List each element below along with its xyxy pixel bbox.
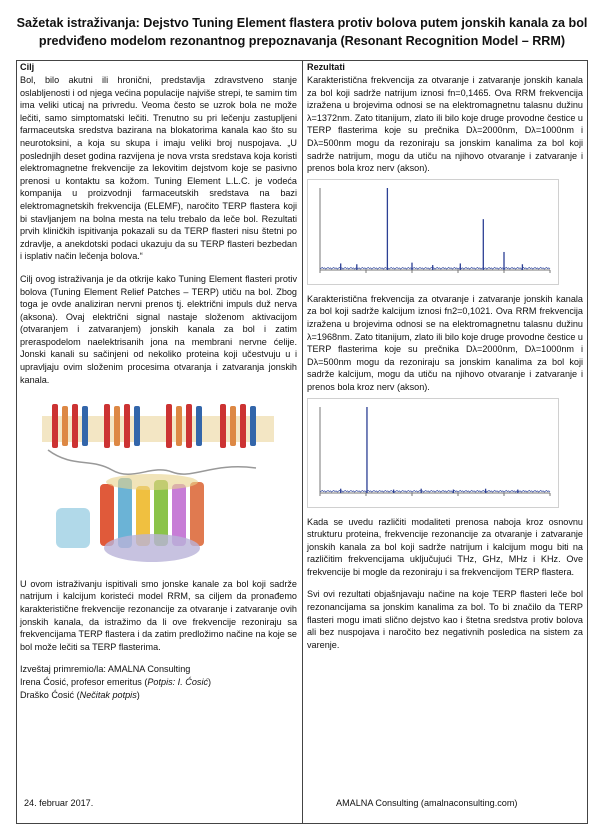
spectrum-baseline <box>320 490 550 492</box>
aim-heading: Cilj <box>20 62 35 72</box>
results-paragraph-3: Kada se uvedu različiti modaliteti prenosa naboja kroz osnovnu strukturu proteina, frekvencije rezonancije za otvaranje i zatvaranje jonskih kanala za bol koji sadrže natrijum i kalcijum mogu biti na različitim frekvencijama uključujući THz, GHz, MHz i KHz. Ove frekvencije bi mogle da rezoniraju i sa frekvencijom TERP flastera. <box>307 516 583 577</box>
author-line-2: Draško Ćosić (Nečitak potpis) <box>20 689 140 700</box>
aim-paragraph-3: U ovom istraživanju ispitivali smo jonske kanale za bol koji sadrže natrijum i kalcijum koristeći model RRM, sa ciljem da pronađemo karakteristične frekvencije rezonancije za otvaranje i zatvaranje ovih jonskih kanala, da istražimo da li ove frekvencije rezoniraju sa frekvencijama TERP flastera i da zatim predložimo načine na koje se bol može lečiti sa TERP flasterima. <box>20 578 297 652</box>
left-column <box>20 61 297 701</box>
aim-paragraph-1: Bol, bilo akutni ili hronični, predstavlja zdravstveno stanje oslabljenosti i od njega većina populacije najviše strepi, te samim tim ima veliki uticaj na privredu. Veoma često se uzrok bola ne može lečiti, samo simptomatski lečiti. Trenutno su pri lečenju zastupljeni farmaceutska sredstva bazirana na blokatorima kanala kao što su neurotoksini, a koja su skupa i imaju veliki broj nuspojava. „U poslednjih deset godina razvijena je nova vrsta sredstava koja koristi elektromagnetne frekvencije za lekovitim dejstvom koje se pasivno prenosi u kontaktu sa kožom. Tuning Element L.L.C. je vodeća kompanija u proizvodnji farmaceutskih sredstava na bazi elektromagnetskih frekvencija (ELEMF), naročito TERP flastera koji bi stavljanjem na bolna mesta na telu trebalo da leče bol. Rezultati prvih kliničkih ispitivanja pokazali su da TERP flasteri nisu štetni po zdravlje, a anekdotski podaci ukazuju da su TERP flasteri bezbedan i isplativ način lečenja bolova.“ <box>20 75 297 262</box>
page-title: Sažetak istraživanja: Dejstvo Tuning Element flastera protiv bolova putem jonskih kanala za bol predviđeno modelom rezonantnog prepoznavanja (Resonant Recognition Model – RRM) <box>16 16 588 48</box>
calcium-spectrum-chart <box>307 398 559 508</box>
results-paragraph-2: Karakteristična frekvencija za otvaranje i zatvaranje jonskih kanala za bol koji sadrže kalcijum iznosi fn2=0,1021. Ova RRM frekvencija izražena u brojevima odnosi se na elektromagnetnu talasnu dužinu λ=1968nm. Zato titanijum, zlato ili bilo koje druge provodne čestice u TERP flasterima koje su prečnika Dλ=2000nm, Dλ=1000nm i Dλ=500nm mogu da rezoniraju sa jonskim kanalima za bol koji sadrže kalcijum, mogu da utiču na njihovo otvaranje i zatvaranje i prenos bola kroz nerv (akson). <box>307 293 583 392</box>
results-heading: Rezultati <box>307 62 345 72</box>
results-paragraph-1: Karakteristična frekvencija za otvaranje i zatvaranje jonskih kanala za bol koji sadrže natrijum iznosi fn=0,1465. Ova RRM frekvencija izražena u brojevima odnosi se na elektromagnetnu talasnu dužinu λ=1372nm. Zato titanijum, zlato ili bilo koje druge provodne čestice u TERP flasterima koje su prečnika Dλ=2000nm, Dλ=1000nm i Dλ=500nm mogu da rezoniraju sa jonskim kanalima za bol koji sadrže natrijum, mogu da utiču na njihovo otvaranje i zatvaranje i prenos bola kroz nerv (akson). <box>307 75 583 174</box>
report-credits <box>20 663 297 701</box>
aim-paragraph-2: Cilj ovog istraživanja je da otkrije kako Tuning Element flasteri protiv bolova (Tuning Element Relief Patches – TERP) utiču na bol. Zbog toga je ovde analiziran nervni prenos tj. električni impuls duž nerva (aksona). Ovaj električni signal nastaje složenom aktivacijom (otvaranjem i zatvaranjem) jonskih kanala za bol i zatim preraspodelom naelektrisanih jona na membrani nervne ćelije. Jonski kanali su sačinjeni od nekoliko proteina koji učestvuju u i upravljaju ovim složenim procesima otvaranja i zatvaranja jonskih kanala. <box>20 273 297 385</box>
author-line-1: Irena Ćosić, profesor emeritus (Potpis: I. Ćosić) <box>20 677 212 687</box>
author-2-signature-note: Nečitak potpis <box>79 689 137 700</box>
protein-3d-structure <box>56 474 204 562</box>
author-1-signature-note: Potpis: I. Ćosić <box>147 677 209 687</box>
ion-channel-protein-figure <box>42 398 274 566</box>
results-paragraph-4: Svi ovi rezultati objašnjavaju načine na koje TERP flasteri leče bol rezonancijama sa jonskim kanalima za bol. To bi značilo da TERP flasteri mogu imati slično dejstvo kao i štetna sredstva protiv bolova ali bez nuspojava i naročito bez negativnih posledica na sistem za varenje. <box>307 589 583 650</box>
column-divider <box>302 60 303 824</box>
author-1-name: Irena Ćosić, profesor emeritus ( <box>20 677 148 687</box>
author-2-name: Draško Ćosić ( <box>20 689 80 700</box>
report-prepared-by: Izveštaj primremio/la: AMALNA Consulting <box>20 664 191 675</box>
right-column <box>307 61 583 661</box>
report-date: 24. februar 2017. <box>24 798 94 808</box>
footer-company: AMALNA Consulting (amalnaconsulting.com) <box>336 798 518 808</box>
sodium-spectrum-chart <box>307 179 559 285</box>
spectrum-baseline <box>320 267 550 269</box>
